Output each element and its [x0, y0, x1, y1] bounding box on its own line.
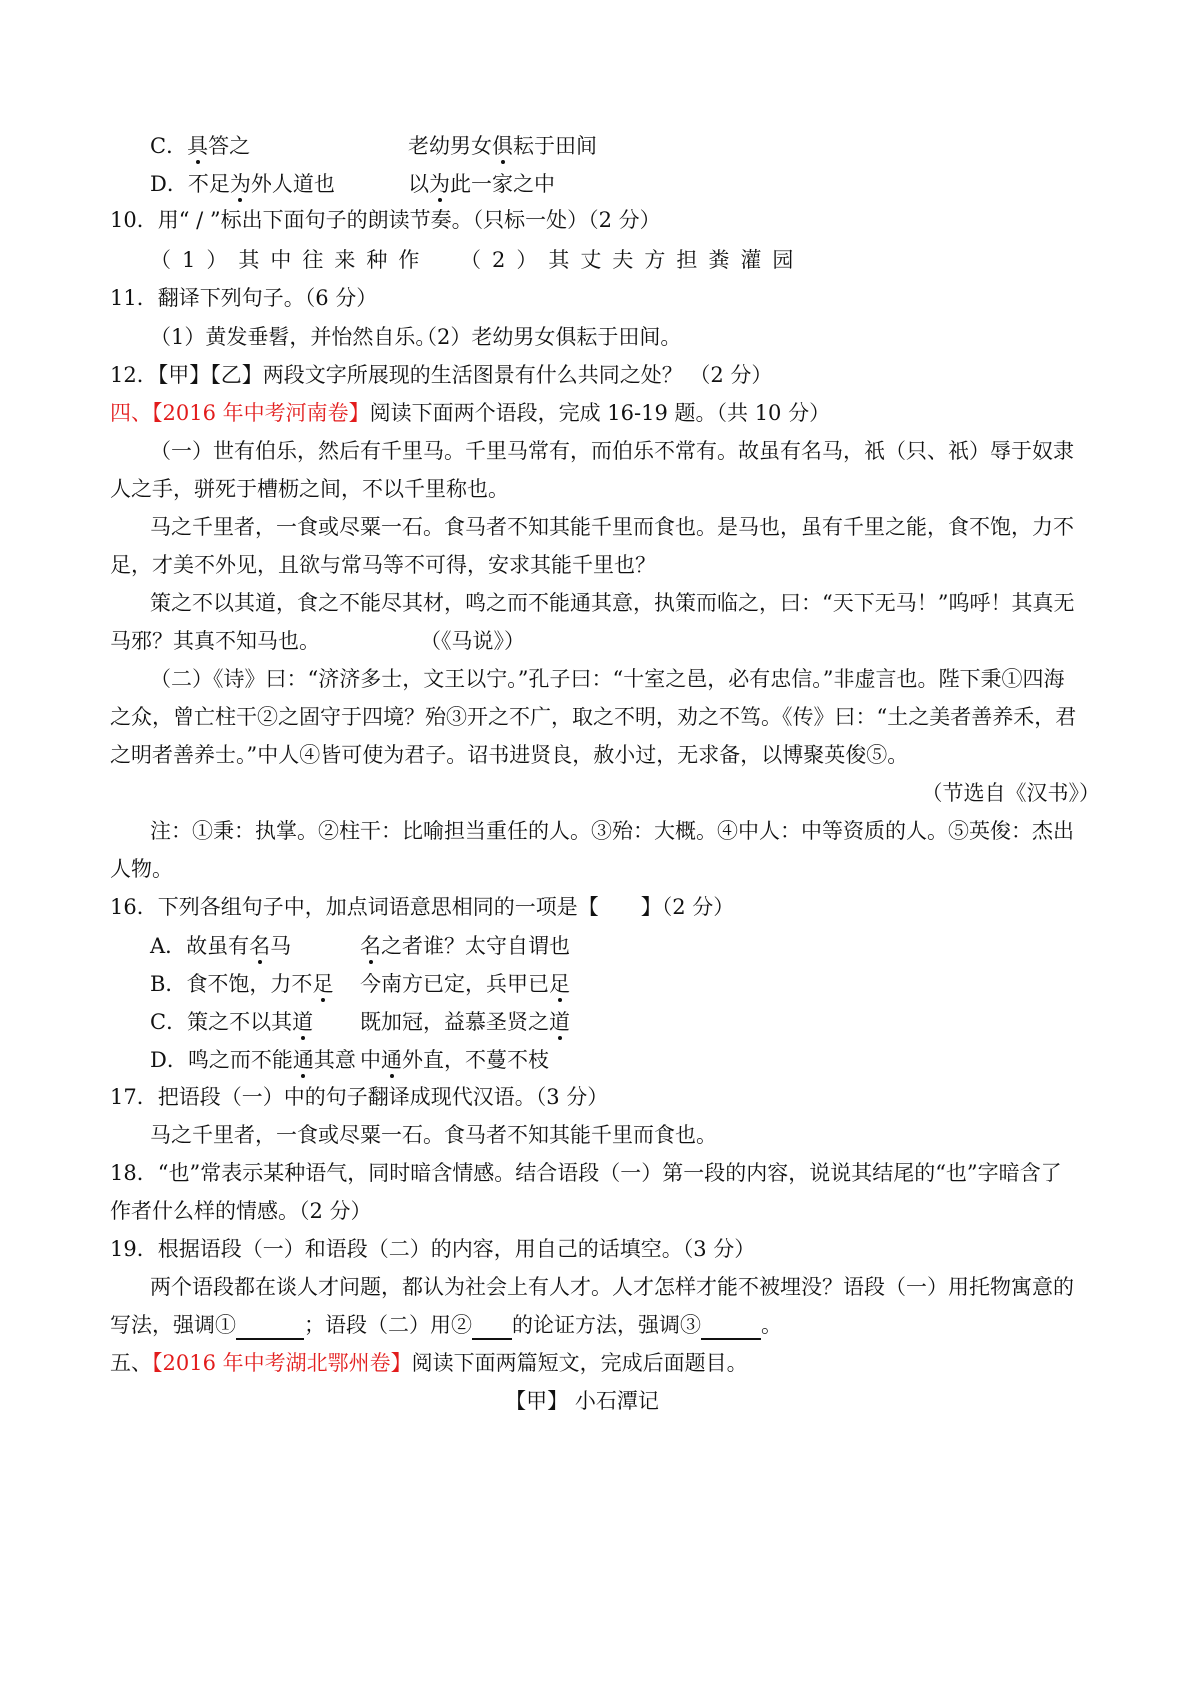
passage3-line: [110, 626, 1100, 656]
option-left-text: 答之: [208, 134, 251, 158]
dotted-char: 通: [292, 1048, 314, 1072]
option-left-text: 不足: [187, 172, 230, 196]
section-instruction: 阅读下面两个语段，完成 16-19 题。（共 10 分）: [369, 401, 831, 425]
option-label: C．: [150, 1010, 188, 1034]
source-tag: 【2016 年中考河南卷】: [152, 401, 370, 425]
passage4-line: 之明者善养士。”中人④皆可使为君子。诏书进贤良，赦小过，无求备，以博聚英俊⑤。: [110, 743, 909, 767]
annotation-line: 人物。: [110, 857, 173, 881]
option-left-text: 其意: [313, 1048, 356, 1072]
q16-option-d: [150, 1044, 549, 1074]
q16-option-a: [150, 930, 570, 960]
passage4-line: 之众，曾亡柱干②之固守于四境？殆③开之不广，取之不明，劝之不笃。《传》曰：“土之美者善养禾，君: [110, 705, 1077, 729]
section5-heading: [110, 1348, 1100, 1378]
fill-text: 的论证方法，强调③: [512, 1313, 701, 1337]
option-left-text: 鸣之而不能: [187, 1048, 293, 1072]
q18-question-line: 作者什么样的情感。（2 分）: [110, 1199, 372, 1223]
dotted-char: 道: [292, 1010, 314, 1034]
option-right-text: [360, 930, 570, 960]
section4-heading: [110, 398, 1100, 428]
source-tag: 【2016 年中考湖北鄂州卷】: [152, 1351, 412, 1375]
option-right-text: [360, 1044, 549, 1074]
q11-sentence-1: （1）黄发垂髫，并怡然自乐。: [150, 325, 437, 349]
option-right-post: 此一家之中: [450, 172, 555, 196]
answer-blank-1[interactable]: [236, 1316, 304, 1340]
option-right-post: 之者谁？太守自谓也: [381, 934, 570, 958]
q9-option-c: [150, 130, 597, 160]
q16-question: 16．下列各组句子中，加点词语意思相同的一项是【 】（2 分）: [110, 895, 735, 919]
option-left-text: 故虽有: [186, 934, 250, 958]
option-right-pre: 既加冠，益慕圣贤之: [360, 1010, 549, 1034]
q16-option-b: [150, 968, 570, 998]
option-right-text: [408, 168, 555, 198]
q16-option-c: [150, 1006, 570, 1036]
passage4-source: （节选自《汉书》）: [921, 781, 1100, 805]
dotted-char: 名: [249, 934, 271, 958]
passage1-line: 人之手，骈死于槽枥之间，不以千里称也。: [110, 477, 509, 501]
annotation-line: 注：①秉：执掌。②柱干：比喻担当重任的人。③殆：大概。④中人：中等资质的人。⑤英俊：杰出: [150, 819, 1074, 843]
dotted-char: 名: [360, 934, 381, 958]
option-left-text: 马: [270, 934, 292, 958]
q17-question: 17．把语段（一）中的句子翻译成现代汉语。（3 分）: [110, 1085, 609, 1109]
q9-option-d: [150, 168, 555, 198]
q19-question: 19．根据语段（一）和语段（二）的内容，用自己的话填空。（3 分）: [110, 1237, 756, 1261]
answer-blank-2[interactable]: [472, 1316, 512, 1340]
dotted-char: 通: [381, 1048, 402, 1072]
passage4-line: （二）《诗》曰：“济济多士，文王以宁。”孔子曰：“十室之邑，必有忠信。”非虚言也。陛下秉①四海: [150, 667, 1065, 691]
option-left-text: 策之不以其: [187, 1010, 293, 1034]
q17-sentence: 马之千里者，一食或尽粟一石。食马者不知其能千里而食也。: [150, 1123, 717, 1147]
q18-question-line: 18．“也”常表示某种语气，同时暗含情感。结合语段（一）第一段的内容，说说其结尾的“也”字暗含了: [110, 1161, 1062, 1185]
q10-sentence-1: （1）其中往来种作: [150, 248, 431, 272]
dotted-char: 具: [187, 134, 209, 158]
passage-title: 【甲】 小石潭记: [505, 1389, 659, 1413]
option-right-pre: 中: [360, 1048, 381, 1072]
answer-blank-3[interactable]: [701, 1316, 761, 1340]
option-right-text: [408, 130, 597, 160]
option-right-pre: 以: [408, 172, 429, 196]
option-left-text: 外人道也: [250, 172, 335, 196]
passage2-line: 足，才美不外见，且欲与常马等不可得，安求其能千里也？: [110, 553, 656, 577]
option-label: C．: [150, 134, 188, 158]
dotted-char: 为: [429, 172, 450, 196]
option-right-post: 耘于田间: [513, 134, 597, 158]
dotted-char: 足: [549, 972, 570, 996]
option-right-text: [360, 968, 570, 998]
passage-text: 马邪？其真不知马也。: [110, 629, 320, 653]
dotted-char: 足: [312, 972, 334, 996]
passage1-line: （一）世有伯乐，然后有千里马。千里马常有，而伯乐不常有。故虽有名马，祇（只、祇）辱于奴隶: [150, 439, 1074, 463]
option-right-pre: 老幼男女: [408, 134, 492, 158]
q10-question: 10．用“ / ”标出下面句子的朗读节奏。（只标一处）（2 分）: [110, 208, 661, 232]
dotted-char: 俱: [492, 134, 513, 158]
q12-question: 12．【甲】【乙】两段文字所展现的生活图景有什么共同之处？ （2 分）: [110, 363, 773, 387]
fill-text: 写法，强调①: [110, 1313, 236, 1337]
dotted-char: 为: [229, 172, 251, 196]
option-left-text: 食不饱，力不: [186, 972, 313, 996]
q10-sentences: [150, 245, 1100, 275]
q19-fill-line: 两个语段都在谈人才问题，都认为社会上有人才。人才怎样才能不被埋没？语段（一）用托物寓意的: [150, 1275, 1074, 1299]
passage-source: （《马说》）: [420, 629, 525, 653]
option-label: B．: [150, 972, 187, 996]
q11-sentences: [150, 322, 1100, 352]
fill-text: ；语段（二）用②: [304, 1313, 472, 1337]
section-instruction: 阅读下面两篇短文，完成后面题目。: [411, 1351, 748, 1375]
section-number: 四、: [110, 401, 152, 425]
option-label: D．: [150, 1048, 188, 1072]
passage3-line: 策之不以其道，食之不能尽其材，鸣之而不能通其意，执策而临之，曰：“天下无马！”呜呼！其真无: [150, 591, 1075, 615]
q19-fill-line: [110, 1310, 1100, 1340]
fill-text: 。: [761, 1313, 782, 1337]
passage2-line: 马之千里者，一食或尽粟一石。食马者不知其能千里而食也。是马也，虽有千里之能，食不饱，力不: [150, 515, 1074, 539]
section-number: 五、: [110, 1351, 152, 1375]
q10-sentence-2: （2）其丈夫方担粪灌园: [460, 248, 805, 272]
option-label: D．: [150, 172, 188, 196]
option-right-text: [360, 1006, 570, 1036]
option-right-post: 外直，不蔓不枝: [402, 1048, 549, 1072]
q11-question: 11．翻译下列句子。（6 分）: [110, 286, 378, 310]
option-right-pre: 今南方已定，兵甲已: [360, 972, 549, 996]
dotted-char: 道: [549, 1010, 570, 1034]
option-label: A．: [150, 934, 187, 958]
q11-sentence-2: （2）老幼男女俱耘于田间。: [416, 325, 682, 349]
